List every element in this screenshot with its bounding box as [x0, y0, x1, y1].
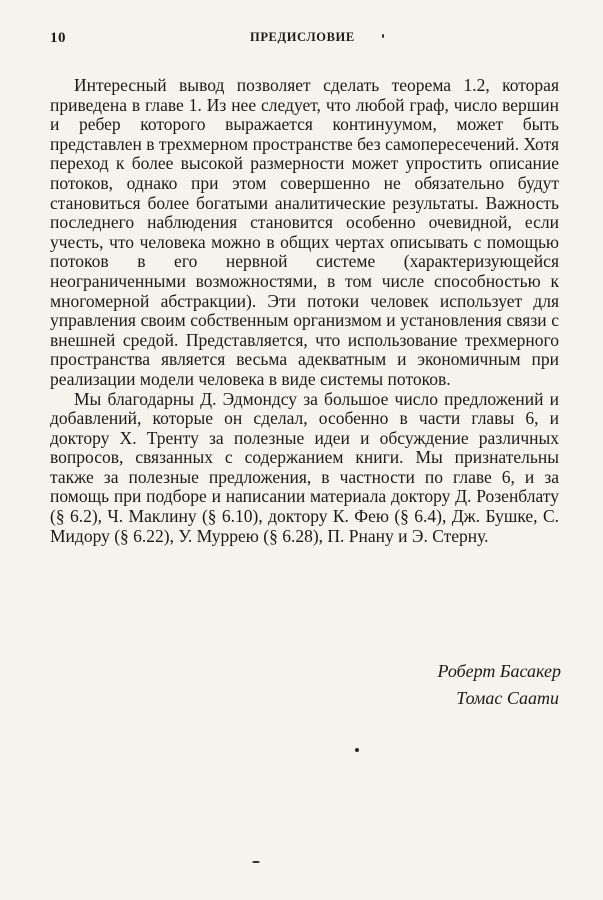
print-speck [355, 748, 359, 752]
page-number: 10 [50, 30, 66, 46]
body-text [50, 76, 559, 546]
signatures [437, 658, 561, 712]
print-speck [252, 861, 260, 863]
running-title: ПРЕДИСЛОВИЕ [250, 30, 355, 44]
print-speck [382, 34, 384, 38]
signature-basaker: Роберт Басакер [437, 661, 561, 681]
paragraph-1: Интересный вывод позволяет сделать теорема 1.2, которая приведена в главе 1. Из нее следует, что любой граф, число вершин и ребер которого выражается континуумом, может быть представлен в трехмерном пространстве без самопересечений. Хотя переход к более высокой размерности может упростить описание потоков, однако при этом совершенно не обязательно будут становиться более богатыми аналитические результаты. Важность последнего наблюдения становится особенно очевидной, если учесть, что человека можно в общих чертах описывать с помощью потоков в его нервной системе (характеризующейся неограниченными возможностями, в том числе способностью к многомерной абстракции). Эти потоки человек использует для управления своим собственным организмом и установления связи с внешней средой. Представляется, что использование трехмерного пространства является весьма адекватным и экономичным при реализации модели человека в виде системы потоков. [50, 75, 559, 389]
paragraph-2: Мы благодарны Д. Эдмондсу за большое число предложений и добавлений, которые он сделал, особенно в части главы 6, и доктору Х. Тренту за полезные идеи и обсуждение различных вопросов, связанных с содержанием книги. Мы признательны также за полезные предложения, в частности по главе 6, и за помощь при подборе и написании материала доктору Д. Розенблату (§ 6.2), Ч. Маклину (§ 6.10), доктору К. Фею (§ 6.4), Дж. Бушке, С. Мидору (§ 6.22), У. Муррею (§ 6.28), П. Рнану и Э. Стерну. [50, 388, 559, 546]
signature-saaty: Томас Саати [456, 688, 559, 708]
